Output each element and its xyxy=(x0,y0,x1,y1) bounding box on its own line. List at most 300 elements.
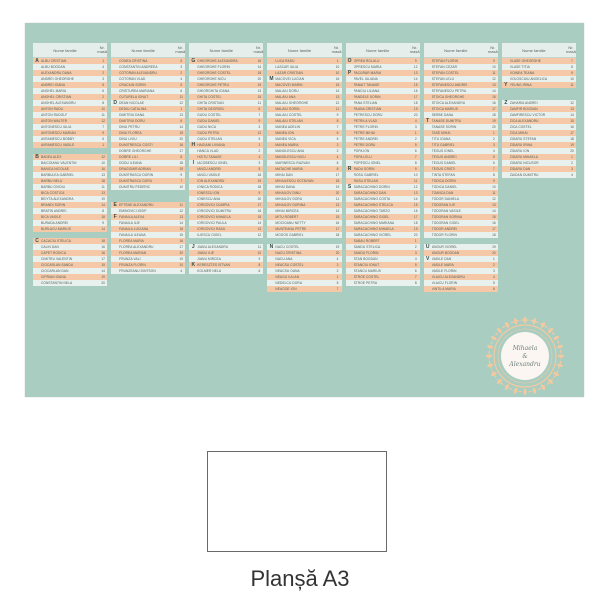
guest-name: MANEA VICA xyxy=(275,137,296,141)
table-number: 11 xyxy=(257,245,262,249)
table-number: 17 xyxy=(413,215,418,219)
guest-name: PETRE ANDREI xyxy=(353,137,379,141)
table-number: 16 xyxy=(101,251,105,255)
guest-name: SARACACHINO MARIANA xyxy=(353,221,395,225)
name-column xyxy=(346,43,420,393)
table-number: 14 xyxy=(413,197,418,201)
table-number: 18 xyxy=(413,101,418,105)
guest-name: GHITA CRISTIAN xyxy=(197,101,224,105)
section-letter: F xyxy=(113,214,117,220)
guest-name: MANOLESCU NICU xyxy=(275,155,306,159)
table-number: 12 xyxy=(335,101,340,105)
table-number: 16 xyxy=(257,209,262,213)
guest-name: MIHAILOV DINU xyxy=(275,191,301,195)
guest-name: VASILE MARA xyxy=(431,263,454,267)
table-number: 14 xyxy=(179,221,184,225)
guest-name: ROSU GABRIEL xyxy=(353,173,379,177)
guest-name: IONESCU ION xyxy=(197,191,220,195)
guest-name: TODORAN ILIE xyxy=(431,203,456,207)
guest-name: STEFAN FLORIN xyxy=(431,59,458,63)
guest-name: BICA COSTICA xyxy=(41,191,65,195)
guest-name: CIPRIAN IOANA xyxy=(41,275,67,279)
guest-name: BARBU OVIDIU xyxy=(41,185,66,189)
guest-name: MOGOS GABRIEL xyxy=(275,233,304,237)
section-letter: G xyxy=(191,58,196,64)
table-number: 18 xyxy=(492,113,496,117)
guest-name: DIMITRIU DANA xyxy=(119,113,145,117)
table-number: 2 xyxy=(571,161,573,165)
table-number: 13 xyxy=(492,83,496,87)
table-number: 12 xyxy=(257,233,262,237)
table-number: 19 xyxy=(179,257,184,261)
table-number: 15 xyxy=(413,83,418,87)
guest-name: GUDU STELIAN xyxy=(197,137,223,141)
guest-name: BADEA ALEX xyxy=(41,155,62,159)
guest-row xyxy=(267,286,341,292)
table-number: 6 xyxy=(336,161,339,165)
table-number: 11 xyxy=(101,185,105,189)
table-number: 18 xyxy=(413,221,418,225)
table-number: 12 xyxy=(179,209,184,213)
guest-name: DIMITRIU DORU xyxy=(119,119,145,123)
guest-name: TEGUS ANDREI xyxy=(431,155,457,159)
table-number: 10 xyxy=(101,161,105,165)
guest-name: BARBU NELU xyxy=(41,179,63,183)
couple-names xyxy=(484,345,566,369)
ornament-petal xyxy=(524,317,527,323)
guest-name: STAN BOGDAN xyxy=(353,257,378,261)
table-number: 19 xyxy=(492,245,496,249)
section-letter: M xyxy=(269,76,274,82)
header-table-label: Nr. masă xyxy=(331,45,342,54)
guest-name: GHEORGHE NICU xyxy=(197,77,226,81)
guest-name: GUDU NICU xyxy=(197,125,217,129)
table-number: 1 xyxy=(336,275,339,279)
table-number: 1 xyxy=(258,143,261,147)
guest-name: DOBRE LILI xyxy=(119,155,138,159)
guest-name: CUTURELA IONUT xyxy=(119,95,149,99)
table-number: 10 xyxy=(179,185,184,189)
name-column xyxy=(111,43,185,393)
guest-name: DINU PETRU xyxy=(119,125,140,129)
table-number: 14 xyxy=(257,221,262,225)
table-number: 6 xyxy=(180,119,183,123)
guest-name: NEAGOE ION xyxy=(275,287,297,291)
table-number: 15 xyxy=(257,215,262,219)
guest-name: ANGHEL MARIA xyxy=(41,89,67,93)
guest-name: MATACHE MARIA xyxy=(275,167,303,171)
guest-name: STEFAN CEZAR xyxy=(431,65,457,69)
table-number: 13 xyxy=(179,113,184,117)
table-number: 9 xyxy=(492,59,495,63)
section-letter: Z xyxy=(504,100,508,106)
guest-name: GUDU DANIEL xyxy=(197,119,221,123)
guest-name: VLASE GHEORGHE xyxy=(509,59,542,63)
table-number: 11 xyxy=(492,191,496,195)
guest-name: MIHAI DAN xyxy=(275,173,293,177)
table-number: 8 xyxy=(258,263,261,267)
table-number: 1 xyxy=(492,257,495,261)
guest-name: MIHAI DANA xyxy=(275,185,296,189)
table-number: 6 xyxy=(414,149,417,153)
table-number: 20 xyxy=(570,149,574,153)
table-number: 2 xyxy=(492,263,495,267)
table-number: 20 xyxy=(335,251,340,255)
guest-name: PETRESCU DORU xyxy=(353,113,383,117)
table-number: 20 xyxy=(335,191,340,195)
table-number: 13 xyxy=(257,89,262,93)
guest-name: TANASE DUMITRU xyxy=(431,119,462,123)
table-number: 5 xyxy=(414,263,417,267)
guest-name: MARINESCU RAZVAN xyxy=(275,161,310,165)
table-number: 11 xyxy=(257,101,262,105)
section-letter: Y xyxy=(504,82,508,88)
table-number: 2 xyxy=(336,269,339,273)
table-number: 11 xyxy=(179,203,183,207)
guest-name: STOICA ALEXANDRU xyxy=(431,101,466,105)
table-number: 4 xyxy=(414,257,417,261)
table-number: 7 xyxy=(336,125,339,129)
guest-name: CONEA CRISTINA xyxy=(119,59,148,63)
guest-name: PETRE DORU xyxy=(353,143,376,147)
guest-name: HANCA VLAD xyxy=(197,149,219,153)
guest-name: ZAMFIRESCU VICTOR xyxy=(509,113,546,117)
guest-name: VLAICU ALEXANDRU xyxy=(431,275,466,279)
table-number: 10 xyxy=(257,251,262,255)
guest-name: AVRAMESCU VASILE xyxy=(41,143,75,147)
guest-name: FRUNZA FLORIN xyxy=(119,263,146,267)
guest-name: SERBE DANA xyxy=(431,113,454,117)
table-number: 16 xyxy=(413,89,418,93)
table-number: 19 xyxy=(413,107,418,111)
table-number: 14 xyxy=(101,269,105,273)
guest-name: NACU COSTEL xyxy=(275,245,300,249)
table-number: 16 xyxy=(335,221,340,225)
guest-name: VLASE TITIA xyxy=(509,65,530,69)
table-number: 6 xyxy=(180,89,183,93)
guest-name: TODOR FLORIN xyxy=(431,233,457,237)
table-number: 16 xyxy=(335,77,340,81)
section-letter: J xyxy=(191,244,195,250)
table-number: 13 xyxy=(570,107,574,111)
guest-name: MALAIU SORIN xyxy=(275,107,300,111)
guest-name: DUMITRASCU DORIN xyxy=(119,173,154,177)
column-header xyxy=(111,43,185,58)
guest-name: VINTILA MARIA xyxy=(431,287,456,291)
guest-name: MALAIU STELIAN xyxy=(275,119,303,123)
table-number: 10 xyxy=(101,107,105,111)
name-column xyxy=(33,43,107,393)
guest-name: MUNTEANU PETRE xyxy=(275,227,307,231)
table-number: 5 xyxy=(258,137,261,141)
guest-name: MIHAI MIRCEA xyxy=(275,209,299,213)
guest-name: SARACACHINO GIGEL xyxy=(353,215,390,219)
table-number: 20 xyxy=(413,233,418,237)
guest-name: CAPET RODICA xyxy=(41,251,67,255)
table-number: 18 xyxy=(335,179,340,183)
table-number: 6 xyxy=(492,287,495,291)
guest-name: UNGUR BOGDAN xyxy=(431,251,460,255)
table-number: 7 xyxy=(414,275,417,279)
table-number: 20 xyxy=(179,251,184,255)
guest-name: POPA LELU xyxy=(353,155,372,159)
guest-name: GUDU COSTEL xyxy=(197,113,222,117)
header-table-label: Nr. masă xyxy=(175,45,186,54)
guest-name: OPREA ROLULU xyxy=(353,59,380,63)
guest-name: IORGOVICI PAULA xyxy=(197,221,227,225)
table-number: 9 xyxy=(102,221,105,225)
table-number: 3 xyxy=(258,125,261,129)
table-number: 17 xyxy=(413,95,418,99)
guest-name: TODORAN SORINA xyxy=(431,215,463,219)
table-number: 15 xyxy=(570,119,574,123)
guest-name: PETRE MIHAI xyxy=(353,131,376,135)
section-letter: R xyxy=(347,166,352,172)
guest-name: TODICA DORIN xyxy=(431,179,456,183)
guest-name: BEIYTA ALEXANDRA xyxy=(41,197,74,201)
table-number: 13 xyxy=(257,227,262,231)
guest-name: TODICA DANIEL xyxy=(431,185,458,189)
column-header xyxy=(502,43,576,58)
guest-name: TINTA STEFAN xyxy=(431,173,455,177)
table-number: 3 xyxy=(492,269,495,273)
table-number: 16 xyxy=(413,209,418,213)
column-header xyxy=(189,43,263,58)
table-number: 5 xyxy=(492,155,495,159)
table-number: 2 xyxy=(414,137,417,141)
guest-name: NACU ANA xyxy=(275,257,293,261)
guest-name: ZAIDAN DUMITRU xyxy=(509,173,539,177)
section-letter: P xyxy=(347,70,352,76)
guest-name: DUMITRASCU DORU xyxy=(119,179,153,183)
guest-name: CIMITRU VALENTIN xyxy=(41,257,73,261)
table-number: 2 xyxy=(414,245,417,249)
guest-name: BARBULEA GABRIEL xyxy=(41,173,75,177)
table-number: 9 xyxy=(258,191,261,195)
table-number: 12 xyxy=(570,101,574,105)
guest-name: POPA ION xyxy=(353,149,370,153)
table-number: 11 xyxy=(570,83,574,87)
guest-name: ANTONESCU MARIAN xyxy=(41,131,76,135)
table-number: 20 xyxy=(101,281,105,285)
guest-name: ANDREI GHEORGHE xyxy=(41,77,75,81)
guest-name: IANCU ANDREI xyxy=(197,167,222,171)
table-number: 12 xyxy=(179,101,184,105)
table-number: 17 xyxy=(335,227,340,231)
guest-name: STROE PETRU xyxy=(353,281,378,285)
guest-name: CRACIUN SORIN xyxy=(119,83,146,87)
guest-name: NEACSU OANA xyxy=(275,269,300,273)
section-letter: I xyxy=(192,160,194,166)
table-number: 15 xyxy=(101,263,105,267)
table-number: 18 xyxy=(179,161,184,165)
table-number: 7 xyxy=(336,287,339,291)
guest-name: FANAILA ILEANA xyxy=(119,233,146,237)
guest-name: PANA STELIAN xyxy=(353,101,378,105)
table-number: 2 xyxy=(492,137,495,141)
guest-name: FLOREA MARIAN xyxy=(119,251,147,255)
table-number: 9 xyxy=(258,119,261,123)
guest-name: HOITU TANASE xyxy=(197,155,222,159)
guest-name: VOLOSCUIU ANGELICA xyxy=(509,77,548,81)
header-name-label: Nume familie xyxy=(209,47,234,53)
table-number: 15 xyxy=(335,215,340,219)
guest-name: STANCU MARIUS xyxy=(353,269,382,273)
guest-name: MALAIU ANA xyxy=(275,95,296,99)
guest-name: MANOLESCU ANA xyxy=(275,149,305,153)
table-number: 9 xyxy=(414,59,417,63)
table-number: 11 xyxy=(414,179,418,183)
table-number: 1 xyxy=(336,59,339,63)
section-letter: H xyxy=(191,142,196,148)
table-number: 5 xyxy=(414,143,417,147)
guest-name: NEACSU COSTEL xyxy=(275,263,304,267)
table-number: 19 xyxy=(335,185,340,189)
header-name-label: Nume familie xyxy=(444,47,468,53)
guest-name: BRANDI SORIN xyxy=(41,203,66,207)
guest-name: DUMITRU FEDERIC xyxy=(119,185,151,189)
guest-name: SARACACHINO STELICA xyxy=(353,203,394,207)
guest-name: MACOVEI MARIN xyxy=(275,83,303,87)
guest-name: TITU IOANA xyxy=(431,137,451,141)
guest-name: BRATIN ANDREI xyxy=(41,209,67,213)
guest-name: EFTENE ALEXANDRU xyxy=(119,203,154,207)
a3-sheet-preview xyxy=(207,451,387,552)
guest-name: GHIORGHITA IOANA xyxy=(197,89,230,93)
table-number: 14 xyxy=(335,89,340,93)
table-number: 15 xyxy=(492,95,496,99)
guest-name: ZIDARU IRINA xyxy=(509,143,533,147)
table-number: 9 xyxy=(571,71,573,75)
guest-name: DINU LIVIU xyxy=(119,137,137,141)
guest-name: ANTON RUDOLF xyxy=(41,113,68,117)
guest-name: PACURAR MARIA xyxy=(353,71,382,75)
guest-name: PAVEL IULIANA xyxy=(353,77,378,81)
table-number: 4 xyxy=(492,275,495,279)
guest-name: SARACACHINO MIHAELA xyxy=(353,227,394,231)
guest-name: KERESZTES ISTVAN xyxy=(197,263,230,267)
section-letter: C xyxy=(35,238,39,244)
guest-name: RUSU STELIAN xyxy=(353,179,378,183)
section-letter: V xyxy=(426,256,430,262)
guest-name: NACU CRISTINA xyxy=(275,251,302,255)
ornament-petal xyxy=(553,371,560,377)
table-number: 4 xyxy=(336,257,339,261)
ornament-petal xyxy=(490,371,497,377)
guest-name: BICA VASILE xyxy=(41,215,62,219)
table-number: 20 xyxy=(492,251,496,255)
guest-name: IORGOVICI MIHAELA xyxy=(197,215,231,219)
table-number: 19 xyxy=(101,275,105,279)
table-number: 15 xyxy=(179,233,184,237)
table-number: 19 xyxy=(335,245,340,249)
ornament-petal xyxy=(540,321,546,328)
guest-name: SARACACHINO DORIN xyxy=(353,185,390,189)
guest-name: ZIDARU MIHAELA xyxy=(509,155,538,159)
guest-name: DODU ILEANA xyxy=(119,161,142,165)
table-number: 6 xyxy=(414,269,417,273)
table-number: 19 xyxy=(257,179,262,183)
table-number: 10 xyxy=(335,65,340,69)
table-number: 16 xyxy=(101,167,105,171)
guest-name: DRAGOMIR ADRIAN xyxy=(119,167,151,171)
table-number: 14 xyxy=(492,209,496,213)
table-number: 8 xyxy=(336,167,339,171)
table-number: 16 xyxy=(257,59,262,63)
table-number: 8 xyxy=(571,65,573,69)
guest-row xyxy=(424,286,498,292)
guest-name: BURLACU MARIUS xyxy=(41,227,71,231)
guest-name: MOCIOANU NETTY xyxy=(275,221,306,225)
guest-name: NEAGU IULIAN xyxy=(275,275,300,279)
guest-name: MIHAILOV DORU xyxy=(275,197,303,201)
guest-name: ANTONESCU IULIA xyxy=(41,125,72,129)
table-number: 9 xyxy=(492,179,495,183)
table-number: 11 xyxy=(101,113,105,117)
table-number: 9 xyxy=(258,257,261,261)
guest-name: PANAIT TANASE xyxy=(353,83,380,87)
guest-name: MALAIU GHEORGHE xyxy=(275,101,309,105)
table-number: 17 xyxy=(570,131,574,135)
table-number: 6 xyxy=(492,161,495,165)
guest-name: CRISTUREA MARIANA xyxy=(119,89,155,93)
guest-name: FANAILA ALEXA xyxy=(119,215,145,219)
guest-name: ZIDARU STEFAN xyxy=(509,137,537,141)
table-number: 14 xyxy=(179,125,184,129)
table-number: 1 xyxy=(414,239,417,243)
column-header xyxy=(346,43,420,58)
guest-name: ALBU BOGDAN xyxy=(41,65,66,69)
header-name-label: Nume familie xyxy=(131,47,155,53)
table-number: 12 xyxy=(492,77,496,81)
table-number: 19 xyxy=(179,167,184,171)
header-name-label: Nume familie xyxy=(365,47,390,53)
table-number: 3 xyxy=(336,143,339,147)
guest-name: ION ALEXANDRU xyxy=(197,179,225,183)
guest-name: TODORAN VASILE xyxy=(431,209,461,213)
table-number: 15 xyxy=(413,203,418,207)
guest-name: CONSTANTIN NELA xyxy=(41,281,73,285)
guest-name: JIANU ALEXANDRU xyxy=(197,245,229,249)
table-number: 19 xyxy=(413,227,418,231)
guest-name: BAICOIANU VALENTIN xyxy=(41,161,77,165)
couple-name-1: Mihaela xyxy=(512,345,538,352)
table-number: 18 xyxy=(101,215,105,219)
table-number: 20 xyxy=(257,77,262,81)
table-number: 8 xyxy=(180,155,183,159)
guest-name: IANCU VASILE xyxy=(197,173,221,177)
table-number: 7 xyxy=(102,125,105,129)
guest-name: PANCIU LILIANA xyxy=(353,89,380,93)
table-number: 7 xyxy=(180,179,183,183)
guest-name: STANCIU IONUT xyxy=(353,263,380,267)
ornament-petal xyxy=(490,335,497,341)
guest-name: ALBU CRISTIAN xyxy=(41,59,67,63)
guest-name: TITU GABRIEL xyxy=(431,143,455,147)
table-number: 9 xyxy=(102,131,105,135)
guest-row xyxy=(346,280,420,286)
guest-name: NEDELCU DORU xyxy=(275,281,303,285)
table-number: 17 xyxy=(179,245,184,249)
table-number: 6 xyxy=(336,131,339,135)
table-number: 3 xyxy=(414,125,417,129)
section-letter: A xyxy=(35,58,39,64)
guest-name: IORGOVICI OLIMPIA xyxy=(197,203,230,207)
ornament-petal xyxy=(524,389,527,395)
table-number: 7 xyxy=(258,113,261,117)
table-number: 14 xyxy=(492,89,496,93)
table-number: 19 xyxy=(257,83,262,87)
